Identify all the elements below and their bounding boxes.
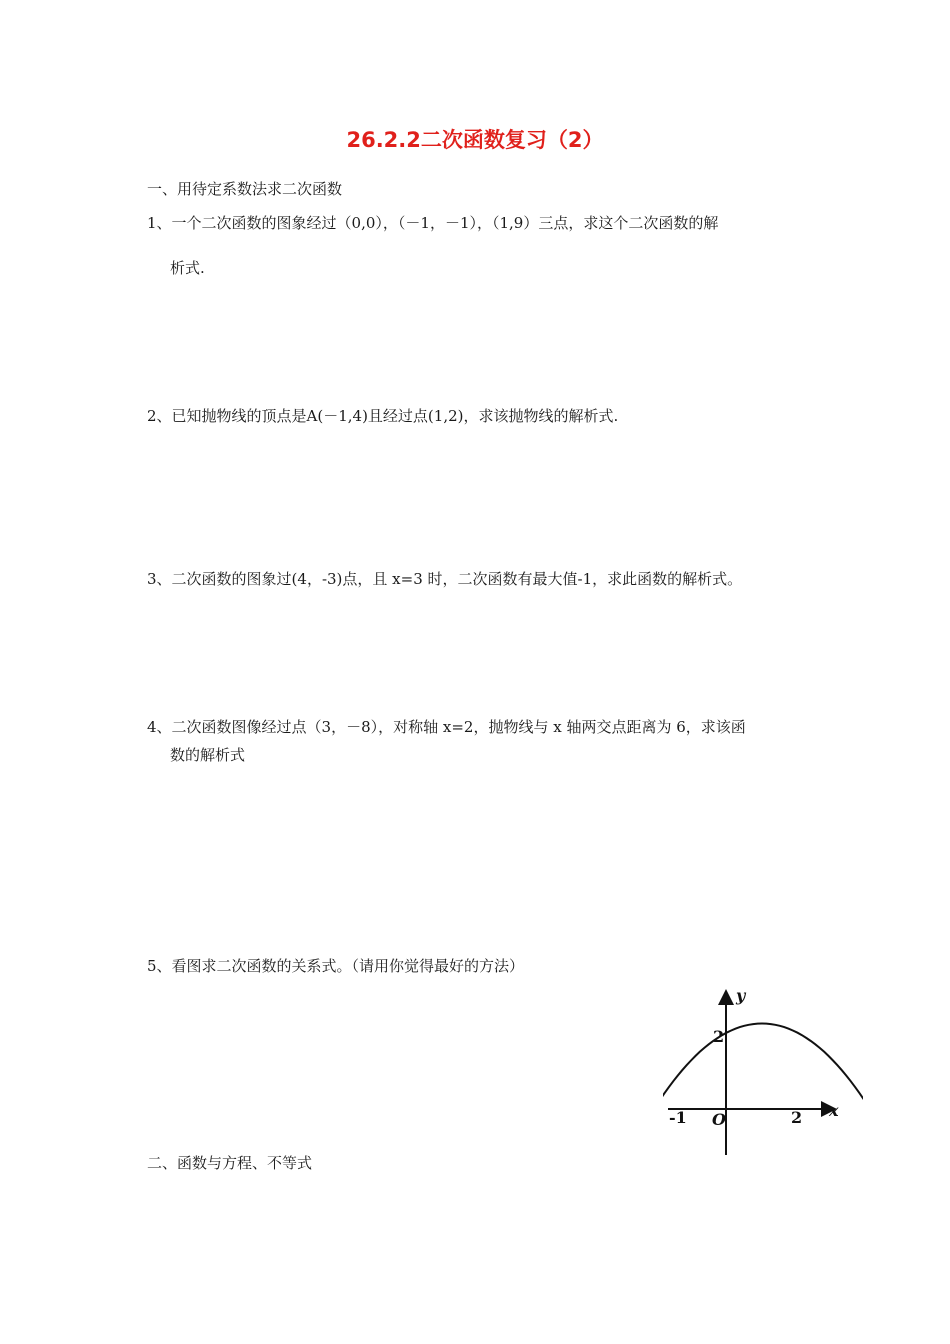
page-title: 26.2.2二次函数复习（2） xyxy=(346,128,604,152)
section-heading-2: 二、函数与方程、不等式 xyxy=(147,1154,313,1172)
tick-label-neg-one: -1 xyxy=(669,1108,687,1127)
question-3: 3、二次函数的图象过(4，-3)点，且 x=3 时，二次函数有最大值-1，求此函数的解析式。 xyxy=(147,570,743,588)
parabola-curve xyxy=(663,1024,863,1154)
question-1-line-1: 1、一个二次函数的图象经过（0,0），（－1，－1），（1,9）三点，求这个二次函数的解 xyxy=(147,214,719,232)
origin-label: O xyxy=(712,1110,726,1129)
x-axis-label: x xyxy=(829,1101,839,1120)
question-4-line-2: 数的解析式 xyxy=(170,746,246,764)
section-heading-1: 一、用待定系数法求二次函数 xyxy=(147,180,343,198)
parabola-graph xyxy=(663,985,863,1155)
y-intercept-label: 2 xyxy=(713,1027,725,1046)
y-axis-label: y xyxy=(736,986,746,1005)
tick-label-two: 2 xyxy=(791,1108,803,1127)
question-5: 5、看图求二次函数的关系式。（请用你觉得最好的方法） xyxy=(147,957,525,975)
question-1-line-2: 析式. xyxy=(170,259,205,277)
question-2: 2、已知抛物线的顶点是A(－1,4)且经过点(1,2)，求该抛物线的解析式. xyxy=(147,407,619,425)
question-4-line-1: 4、二次函数图像经过点（3，－8），对称轴 x=2，抛物线与 x 轴两交点距离为 6，求该函 xyxy=(147,718,746,736)
